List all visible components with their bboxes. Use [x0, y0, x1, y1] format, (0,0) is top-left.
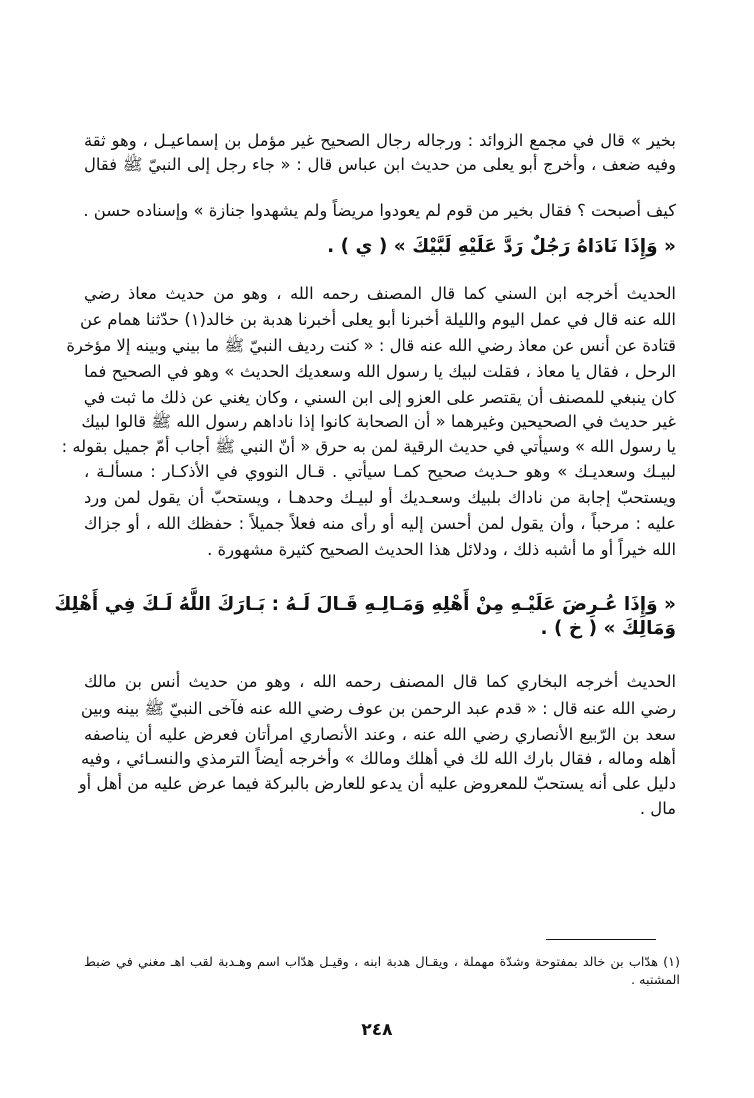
footnote-line: (١) هدّاب بن خالد بمفتوحة وشدّة مهملة ، ويقـال هدبة ابنه ، وقيـل هدّاب اسم وهـدبة لقب اهـ مغني في ضبط [84, 955, 680, 970]
text-line: عليه : مرحباً ، وأن يقول لمن أحسن إليه أو رأى منه فعلاً جميلاً : حفظك الله ، أو جزاك [84, 514, 676, 533]
text-line: الله خيراً أو ما أشبه ذلك ، ودلائل هذا الحديث الصحيح كثيرة مشهورة . [207, 540, 676, 559]
footnote-divider [546, 939, 656, 940]
text-line: رضي الله عنه قال : « قدم عبد الرحمن بن عوف رضي الله عنه فآخى النبيّ ﷺ بينه وبين [80, 699, 676, 718]
text-line: لبيـك وسعديـك » وهو حـديث صحيح كمـا سيأتي . قـال النووي في الأذكـار : مسألـة ، [84, 462, 676, 481]
page-number: ٢٤٨ [361, 1020, 393, 1040]
text-line: مال . [639, 799, 676, 818]
text-line: قتادة عن أنس عن معاذ رضي الله عنه قال : « كنت رديف النبيّ ﷺ ما بيني وبينه إلا مؤخرة [66, 336, 676, 355]
text-line: كيف أصبحت ؟ فقال بخير من قوم لم يعودوا مريضاً ولم يشهدوا جنازة » وإسناده حسن . [83, 201, 676, 220]
text-line: دليل على أنه يستحبّ للمعروض عليه أن يدعو للعارض بالبركة فيما عرض عليه من أهل أو [78, 774, 676, 793]
text-line: الحديث أخرجه البخاري كما قال المصنف رحمه الله ، وهو من حديث أنس بن مالك [84, 672, 676, 691]
text-line: غير حديث في الصحيحين وغيرهما « أن الصحابة كانوا إذا ناداهم رسول الله ﷺ قالوا لبيك [81, 412, 676, 431]
text-line: الحديث أخرجه ابن السني كما قال المصنف رحمه الله ، وهو من حديث معاذ رضي [84, 284, 676, 303]
text-line: يا رسول الله » وسيأتي في حديث الرقية لمن به حرق « أنّ النبي ﷺ أجاب أمّ جميل بقوله : [61, 437, 676, 456]
text-line: وَمَالِكَ » ( خ ) . [540, 618, 676, 639]
text-line: وفيه ضعف ، وأخرج أبو يعلى من حديث ابن عباس قال : « جاء رجل إلى النبيّ ﷺ فقال [84, 155, 676, 174]
text-line: « وَإِذَا عُـرِضَ عَلَيْـهِ مِنْ أَهْلِهِ وَمَـالِـهِ قَـالَ لَـهُ : بَـارَكَ اللَّهُ لَـكَ فِي أَهْلِكَ [54, 594, 676, 615]
text-line: أهله وماله ، فقال بارك الله لك في أهلك ومالك » وأخرجه أيضاً الترمذي والنسـائي ، وفيه [80, 749, 676, 768]
text-line: « وَإِذَا نَادَاهُ رَجُلٌ رَدَّ عَلَيْهِ لَبَّيْكَ » ( ي ) . [327, 236, 676, 257]
text-line: بخير » قال في مجمع الزوائد : ورجاله رجال الصحيح غير مؤمل بن إسماعيـل ، وهو ثقة [84, 131, 676, 150]
text-line: سعد بن الرّبيع الأنصاري رضي الله عنه ، وعند الأنصاري امرأتان فعرض عليه أن يناصفه [84, 725, 676, 744]
footnote-line: المشتبه . [631, 973, 680, 988]
text-line: الله عنه قال في عمل اليوم والليلة أخبرنا أبو يعلى أخبرنا هدبة بن خالد(١) حدّثنا همام عن [79, 310, 676, 329]
text-line: ويستحبّ إجابة من ناداك بلبيك وسعـديك أو لبيـك وحدهـا ، ويستحبّ أن يقول لمن ورد [84, 488, 676, 507]
text-line: كان ينبغي للمصنف أن يقتصر على العزو إلى ابن السني ، وكان يغني عن ذلك ما ثبت في [83, 388, 676, 407]
text-line: الرحل ، فقال يا معاذ ، فقلت لبيك يا رسول الله وسعديك الحديث » وهو في الصحيح فما [84, 362, 676, 381]
